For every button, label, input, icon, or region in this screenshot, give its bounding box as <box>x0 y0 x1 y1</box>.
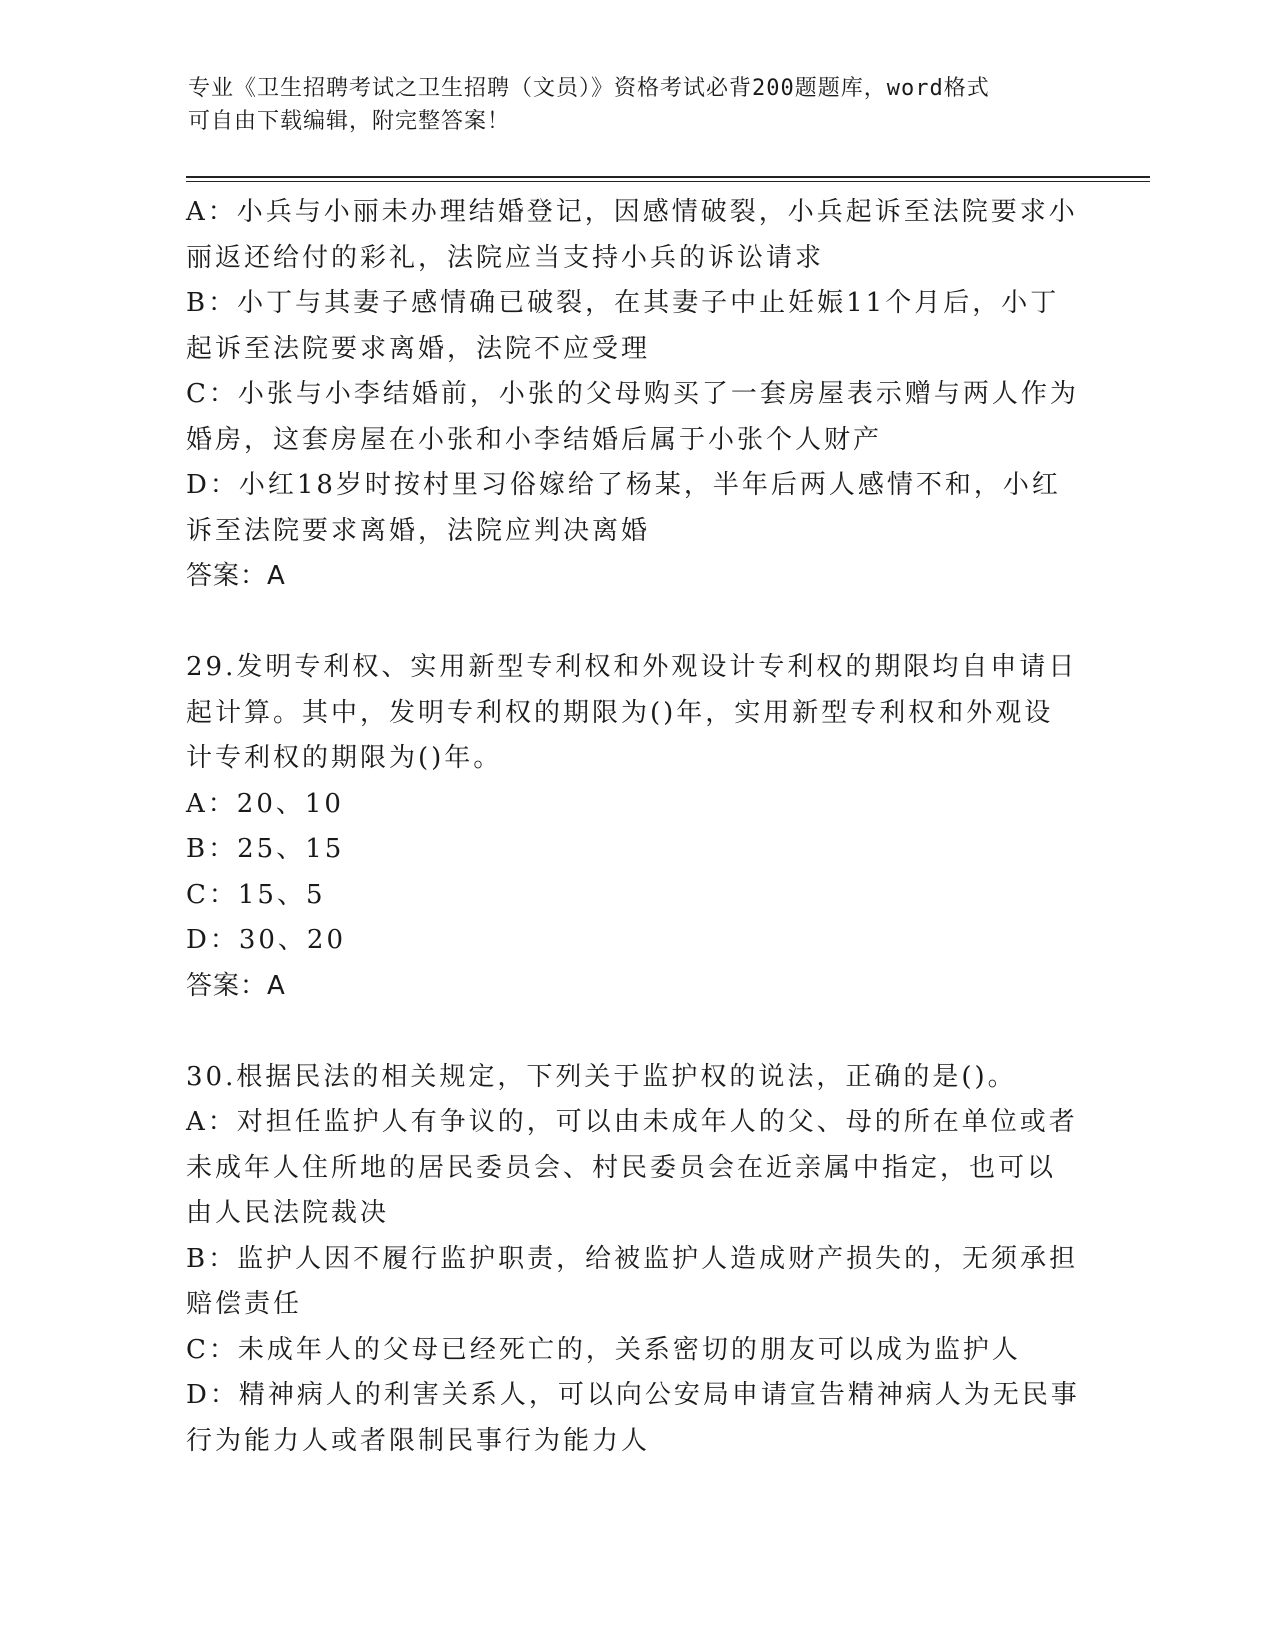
q28-option-d-line-2: 诉至法院要求离婚，法院应判决离婚 <box>186 515 651 546</box>
header-rule-thick <box>186 176 1150 178</box>
header-line-2: 可自由下载编辑，附完整答案！ <box>188 109 511 134</box>
q30-question: 30.根据民法的相关规定，下列关于监护权的说法，正确的是()。 <box>186 1061 1017 1092</box>
document-header <box>188 72 1068 138</box>
q29-option-a: A：20、10 <box>186 788 344 819</box>
header-rule-thin <box>186 181 1150 182</box>
q28-option-b-line-2: 起诉至法院要求离婚，法院不应受理 <box>186 333 651 364</box>
q29-option-b: B：25、15 <box>186 834 345 864</box>
q29-question-line-1: 29.发明专利权、实用新型专利权和外观设计专利权的期限均自申请日 <box>186 652 1078 682</box>
q30-option-a-line-3: 由人民法院裁决 <box>186 1198 390 1228</box>
q30-option-a-line-2: 未成年人住所地的居民委员会、村民委员会在近亲属中指定，也可以 <box>186 1152 1057 1183</box>
q28-option-a-line-2: 丽返还给付的彩礼，法院应当支持小兵的诉讼请求 <box>186 242 825 273</box>
q29-question-line-3: 计专利权的期限为()年。 <box>186 743 503 773</box>
q29-option-d: D：30、20 <box>186 925 347 955</box>
q29-option-c: C：15、5 <box>186 879 326 910</box>
q28-option-d-line-1: D：小红18岁时按村里习俗嫁给了杨某，半年后两人感情不和，小红 <box>186 470 1061 500</box>
q30-option-b-line-2: 赔偿责任 <box>186 1289 303 1319</box>
question-29 <box>186 645 1086 1009</box>
q30-option-d-line-2: 行为能力人或者限制民事行为能力人 <box>186 1425 651 1456</box>
q28-option-c-line-1: C：小张与小李结婚前，小张的父母购买了一套房屋表示赠与两人作为 <box>186 379 1079 409</box>
header-line-1: 专业《卫生招聘考试之卫生招聘（文员）》资格考试必背200题题库，word格式 <box>188 76 990 101</box>
q28-option-a-line-1: A：小兵与小丽未办理结婚登记，因感情破裂，小兵起诉至法院要求小 <box>186 197 1078 227</box>
q29-question-line-2: 起计算。其中，发明专利权的期限为()年，实用新型专利权和外观设 <box>186 697 1054 728</box>
question-30 <box>186 1055 1086 1465</box>
q30-option-d-line-1: D：精神病人的利害关系人，可以向公安局申请宣告精神病人为无民事 <box>186 1380 1080 1410</box>
q29-answer: 答案：A <box>186 970 286 1001</box>
q30-option-b-line-1: B：监护人因不履行监护职责，给被监护人造成财产损失的，无须承担 <box>186 1243 1079 1274</box>
q30-option-a-line-1: A：对担任监护人有争议的，可以由未成年人的父、母的所在单位或者 <box>186 1107 1078 1137</box>
spacer <box>186 1009 1086 1055</box>
document-body <box>186 190 1086 1464</box>
q28-option-c-line-2: 婚房，这套房屋在小张和小李结婚后属于小张个人财产 <box>186 424 883 455</box>
spacer <box>186 600 1086 646</box>
question-28-options <box>186 190 1086 600</box>
q28-option-b-line-1: B：小丁与其妻子感情确已破裂，在其妻子中止妊娠11个月后，小丁 <box>186 288 1060 318</box>
q30-option-c: C：未成年人的父母已经死亡的，关系密切的朋友可以成为监护人 <box>186 1334 1021 1365</box>
q28-answer: 答案：A <box>186 561 286 591</box>
